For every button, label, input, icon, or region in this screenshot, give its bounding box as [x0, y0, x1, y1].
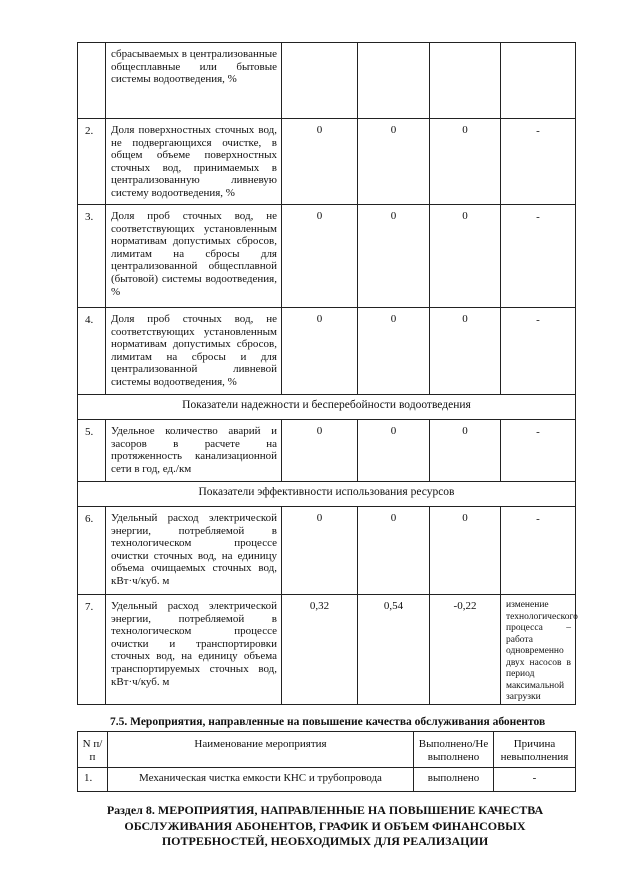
indicator-desc: Доля проб сточных вод, не соответствующих установленным нормативам допустимых сбросов, лимитам на сбросы для централизованной общесплавной (бытовой) системы водоотведения, %: [106, 205, 282, 308]
value-cell: 0: [430, 420, 501, 482]
reason-cell: -: [501, 119, 576, 205]
value-cell: 0,32: [282, 595, 358, 705]
value-cell: 0: [358, 119, 430, 205]
table-row: [78, 595, 576, 705]
col-header-num: N п/п: [78, 732, 108, 768]
indicator-desc: Удельный расход электрической энергии, потребляемой в технологическом процессе очистки сточных вод, на единицу объема очищаемых сточных вод, кВт·ч/куб. м: [106, 507, 282, 595]
table-row: [78, 205, 576, 308]
col-header-reason: Причина невыполнения: [494, 732, 576, 768]
row-number: 3.: [78, 205, 106, 308]
value-cell: 0: [430, 119, 501, 205]
table-header-row: [78, 732, 576, 768]
measure-reason: -: [494, 768, 576, 792]
section-efficiency-title: Показатели эффективности использования ресурсов: [78, 482, 576, 507]
value-cell: 0: [282, 308, 358, 395]
reason-cell: -: [501, 420, 576, 482]
row-number: 4.: [78, 308, 106, 395]
row-number: 1.: [78, 768, 108, 792]
indicator-desc: Удельное количество аварий и засоров в расчете на протяженность канализационной сети в год, ед./км: [106, 420, 282, 482]
value-cell: 0: [358, 308, 430, 395]
col-header-name: Наименование мероприятия: [108, 732, 414, 768]
value-cell: 0: [282, 420, 358, 482]
value-cell: -0,22: [430, 595, 501, 705]
value-cell: 0: [358, 420, 430, 482]
table-row: [78, 119, 576, 205]
value-cell: 0: [430, 507, 501, 595]
value-cell: 0,54: [358, 595, 430, 705]
row-number: 2.: [78, 119, 106, 205]
col-header-done: Выполнено/Не выполнено: [414, 732, 494, 768]
table-row: [78, 420, 576, 482]
value-cell: 0: [430, 205, 501, 308]
reason-cell: изменение технологического процесса – работа одновременно двух насосов в период максимальной загрузки: [501, 595, 576, 705]
section-row: [78, 482, 576, 507]
measure-status: выполнено: [414, 768, 494, 792]
value-cell: 0: [282, 205, 358, 308]
indicator-desc: Доля поверхностных сточных вод, не подвергающихся очистке, в общем объеме поверхностных сточных вод, принимаемых в централизованную ливневую систему водоотведения, %: [106, 119, 282, 205]
reason-cell: -: [501, 205, 576, 308]
table-row: [78, 768, 576, 792]
measure-name: Механическая чистка емкости КНС и трубопровода: [108, 768, 414, 792]
table-row: [78, 507, 576, 595]
table-row: [78, 43, 576, 119]
measures-table: [77, 731, 576, 792]
value-cell: 0: [282, 119, 358, 205]
value-cell: 0: [430, 308, 501, 395]
value-cell: 0: [358, 507, 430, 595]
section-8-title: Раздел 8. МЕРОПРИЯТИЯ, НАПРАВЛЕННЫЕ НА ПОВЫШЕНИЕ КАЧЕСТВА ОБСЛУЖИВАНИЯ АБОНЕНТОВ, ГРАФИК И ОБЪЕМ ФИНАНСОВЫХ ПОТРЕБНОСТЕЙ, НЕОБХОДИМЫХ ДЛЯ РЕАЛИЗАЦИИ: [106, 803, 544, 848]
table-row: [78, 308, 576, 395]
row-number: 5.: [78, 420, 106, 482]
indicator-desc: сбрасываемых в централизованные общесплавные или бытовые системы водоотведения, %: [106, 43, 282, 119]
indicator-desc: Доля проб сточных вод, не соответствующих установленным нормативам допустимых сбросов, лимитам на сбросы и для централизованной ливневой системы водоотведения, %: [106, 308, 282, 395]
reason-cell: -: [501, 507, 576, 595]
section-reliability-title: Показатели надежности и бесперебойности водоотведения: [78, 395, 576, 420]
row-number: 6.: [78, 507, 106, 595]
value-cell: 0: [282, 507, 358, 595]
row-number: 7.: [78, 595, 106, 705]
section-row: [78, 395, 576, 420]
section-7-5-title: 7.5. Мероприятия, направленные на повышение качества обслуживания абонентов: [110, 716, 546, 728]
indicator-desc: Удельный расход электрической энергии, потребляемой в технологическом процессе очистки и транспортировки сточных вод, на единицу объема транспортируемых сточных вод, кВт·ч/куб. м: [106, 595, 282, 705]
reason-cell: -: [501, 308, 576, 395]
indicators-table: [77, 42, 576, 705]
value-cell: 0: [358, 205, 430, 308]
